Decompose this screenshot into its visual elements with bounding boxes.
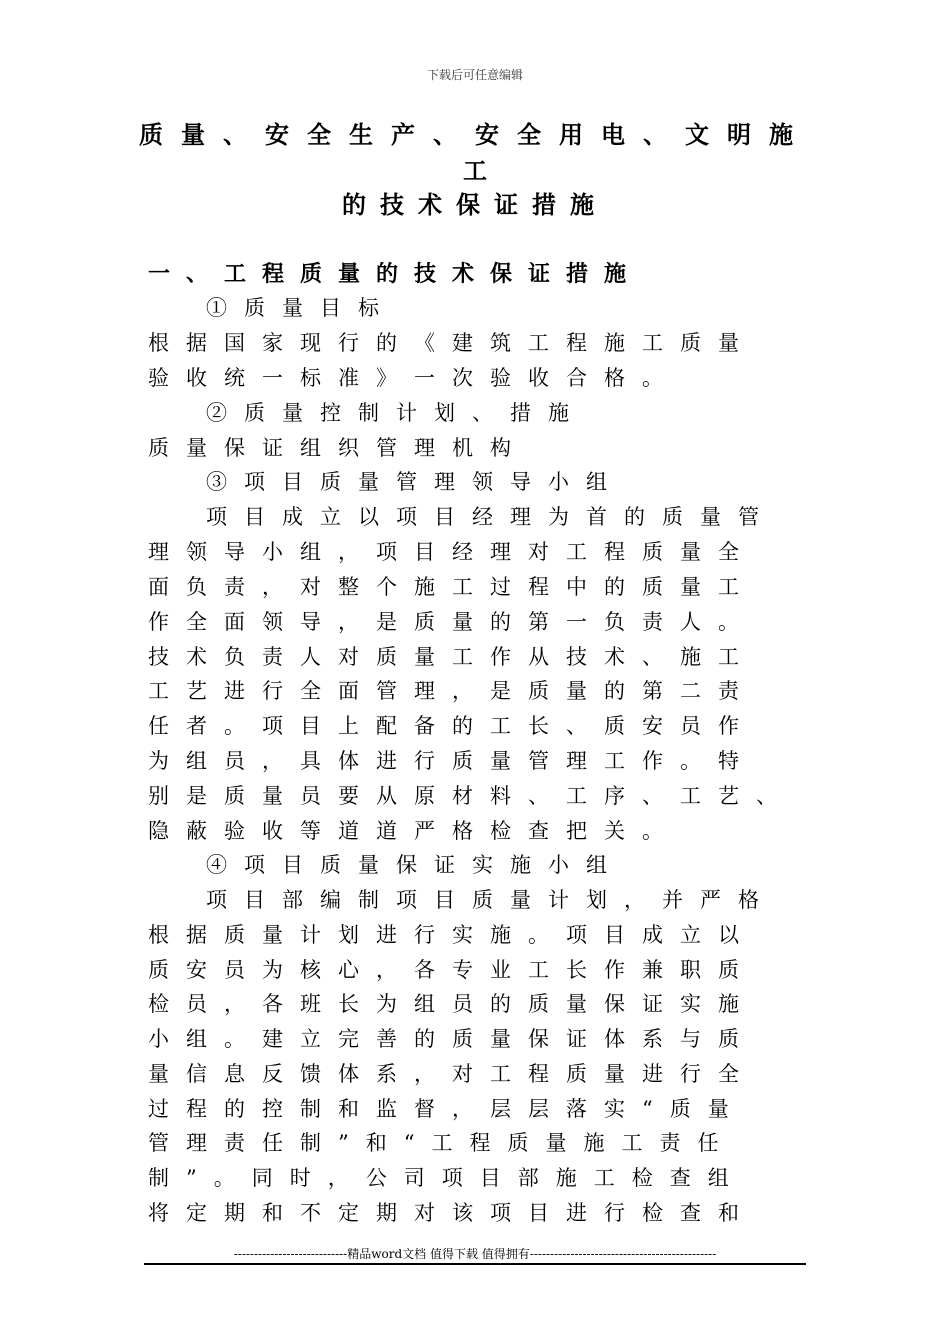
paragraph-line: 将定期和不定期对该项目进行检查和 xyxy=(148,1201,756,1225)
footer-rule xyxy=(144,1263,806,1265)
paragraph-line: 质安员为核心，各专业工长作兼职质 xyxy=(148,958,756,982)
paragraph-line: 质量保证组织管理机构 xyxy=(148,436,528,460)
subheading-quality-goal: ①质量目标 xyxy=(206,296,396,320)
paragraph-line: 项目成立以项目经理为首的质量管 xyxy=(206,505,776,529)
paragraph-line: 面负责，对整个施工过程中的质量工 xyxy=(148,575,756,599)
paragraph-line: 项目部编制项目质量计划，并严格 xyxy=(206,888,776,912)
paragraph-line: 管理责任制”和“工程质量施工责任 xyxy=(148,1131,736,1155)
paragraph-line: 小组。建立完善的质量保证体系与质 xyxy=(148,1027,756,1051)
subheading-leadership-group: ③项目质量管理领导小组 xyxy=(206,470,624,494)
paragraph-line: 任者。项目上配备的工长、质安员作 xyxy=(148,714,756,738)
paragraph-line: 工艺进行全面管理，是质量的第二责 xyxy=(148,679,756,703)
page-header: 下载后可任意编辑 xyxy=(426,68,523,82)
paragraph-line: 技术负责人对质量工作从技术、施工 xyxy=(148,645,756,669)
subheading-implementation-group: ④项目质量保证实施小组 xyxy=(206,853,624,877)
paragraph-line: 验收统一标准》一次验收合格。 xyxy=(148,366,680,390)
page-footer: ----------------------------精品word文档 值得下载 值得拥有---------------------------------------------- xyxy=(233,1247,717,1261)
paragraph-line: 过程的控制和监督，层层落实“质量 xyxy=(148,1097,746,1121)
paragraph-line: 制”。同时，公司项目部施工检查组 xyxy=(148,1166,746,1190)
paragraph-line: 检员，各班长为组员的质量保证实施 xyxy=(148,992,756,1016)
paragraph-line: 为组员，具体进行质量管理工作。特 xyxy=(148,749,756,773)
paragraph-line: 根据质量计划进行实施。项目成立以 xyxy=(148,923,756,947)
paragraph-line: 量信息反馈体系，对工程质量进行全 xyxy=(148,1062,756,1086)
subheading-quality-control: ②质量控制计划、措施 xyxy=(206,401,586,425)
paragraph-line: 作全面领导，是质量的第一负责人。 xyxy=(148,610,756,634)
paragraph-line: 理领导小组，项目经理对工程质量全 xyxy=(148,540,756,564)
paragraph-line: 隐蔽验收等道道严格检查把关。 xyxy=(148,819,680,843)
document-title-line-2: 工 xyxy=(463,156,487,185)
document-title-line-1: 质量、安全生产、安全用电、文明施 xyxy=(139,120,811,149)
document-title-line-3: 的技术保证措施 xyxy=(342,190,608,219)
paragraph-line: 别是质量员要从原材料、工序、工艺、 xyxy=(148,784,794,808)
paragraph-line: 根据国家现行的《建筑工程施工质量 xyxy=(148,331,756,355)
section-heading: 一、工程质量的技术保证措施 xyxy=(148,261,643,287)
